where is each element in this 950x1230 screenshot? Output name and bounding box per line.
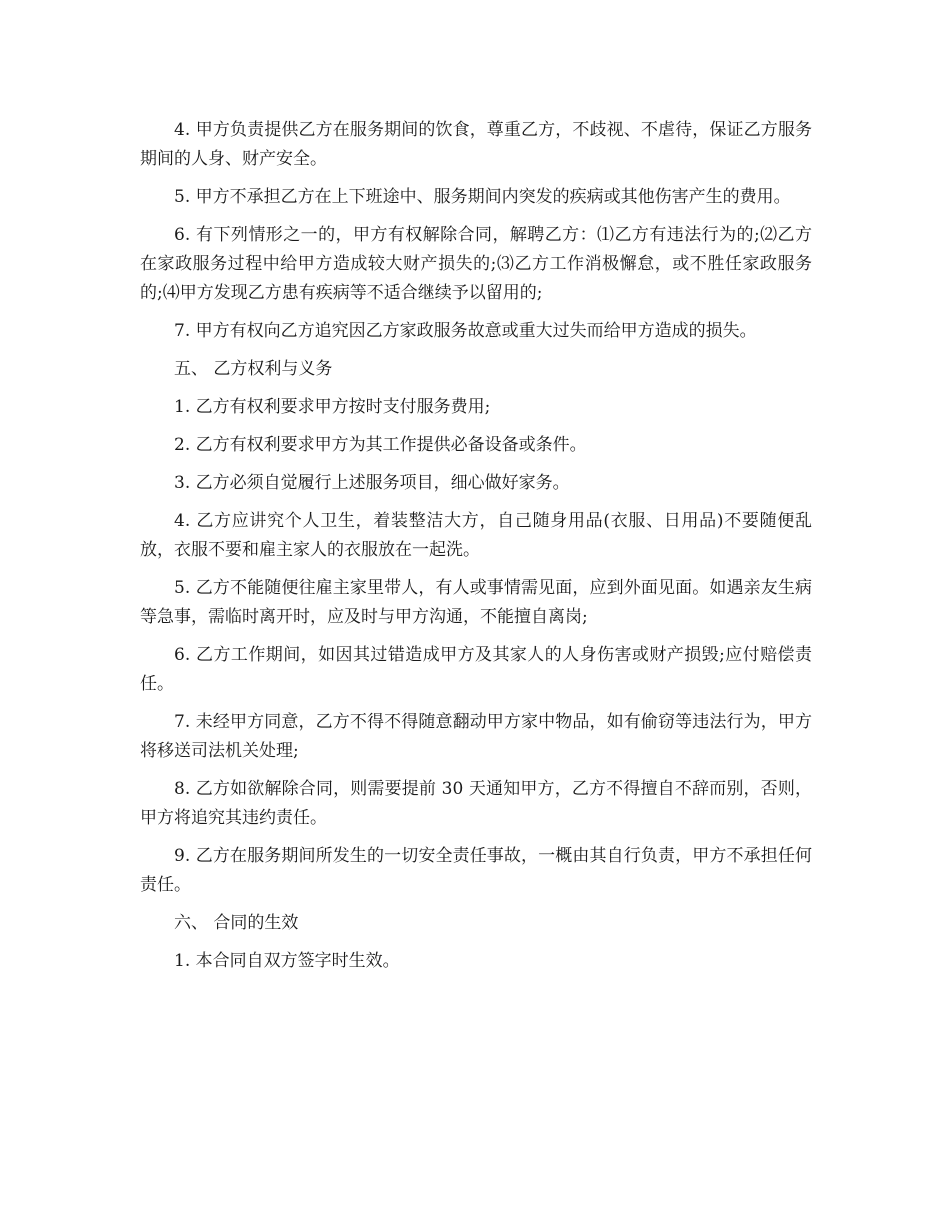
clause-5-7: 7. 未经甲方同意，乙方不得不得随意翻动甲方家中物品，如有偷窃等违法行为，甲方将移送司法机关处理;: [140, 712, 812, 761]
clause-5-4: 4. 乙方应讲究个人卫生，着装整洁大方，自己随身用品(衣服、日用品)不要随便乱放，衣服不要和雇主家人的衣服放在一起洗。: [140, 511, 812, 560]
clause-5-3: 3. 乙方必须自觉履行上述服务项目，细心做好家务。: [174, 473, 570, 493]
clause-6-1: 1. 本合同自双方签字时生效。: [174, 951, 400, 971]
section-heading-5: 五、 乙方权利与义务: [174, 359, 333, 379]
clause-4-7: 7. 甲方有权向乙方追究因乙方家政服务故意或重大过失而给甲方造成的损失。: [174, 321, 757, 341]
clause-4-6: 6. 有下列情形之一的，甲方有权解除合同，解聘乙方：⑴乙方有违法行为的;⑵乙方在家政服务过程中给甲方造成较大财产损失的;⑶乙方工作消极懈怠，或不胜任家政服务的;⑷甲方发现乙方患有疾病等不适合继续予以留用的;: [140, 225, 812, 303]
clause-5-6: 6. 乙方工作期间，如因其过错造成甲方及其家人的人身伤害或财产损毁;应付赔偿责任。: [140, 645, 812, 694]
section-heading-6: 六、 合同的生效: [174, 913, 299, 933]
document-page: [140, 116, 812, 985]
clause-4-4: 4. 甲方负责提供乙方在服务期间的饮食，尊重乙方，不歧视、不虐待，保证乙方服务期间的人身、财产安全。: [140, 120, 812, 169]
clause-5-5: 5. 乙方不能随便往雇主家里带人，有人或事情需见面，应到外面见面。如遇亲友生病等急事，需临时离开时，应及时与甲方沟通，不能擅自离岗;: [140, 578, 812, 627]
clause-4-5: 5. 甲方不承担乙方在上下班途中、服务期间内突发的疾病或其他伤害产生的费用。: [174, 187, 791, 207]
clause-5-1: 1. 乙方有权利要求甲方按时支付服务费用;: [174, 397, 491, 417]
clause-5-2: 2. 乙方有权利要求甲方为其工作提供必备设备或条件。: [174, 435, 587, 455]
clause-5-9: 9. 乙方在服务期间所发生的一切安全责任事故，一概由其自行负责，甲方不承担任何责任。: [140, 846, 812, 895]
clause-5-8: 8. 乙方如欲解除合同，则需要提前 30 天通知甲方，乙方不得擅自不辞而别，否则，甲方将追究其违约责任。: [140, 779, 812, 828]
